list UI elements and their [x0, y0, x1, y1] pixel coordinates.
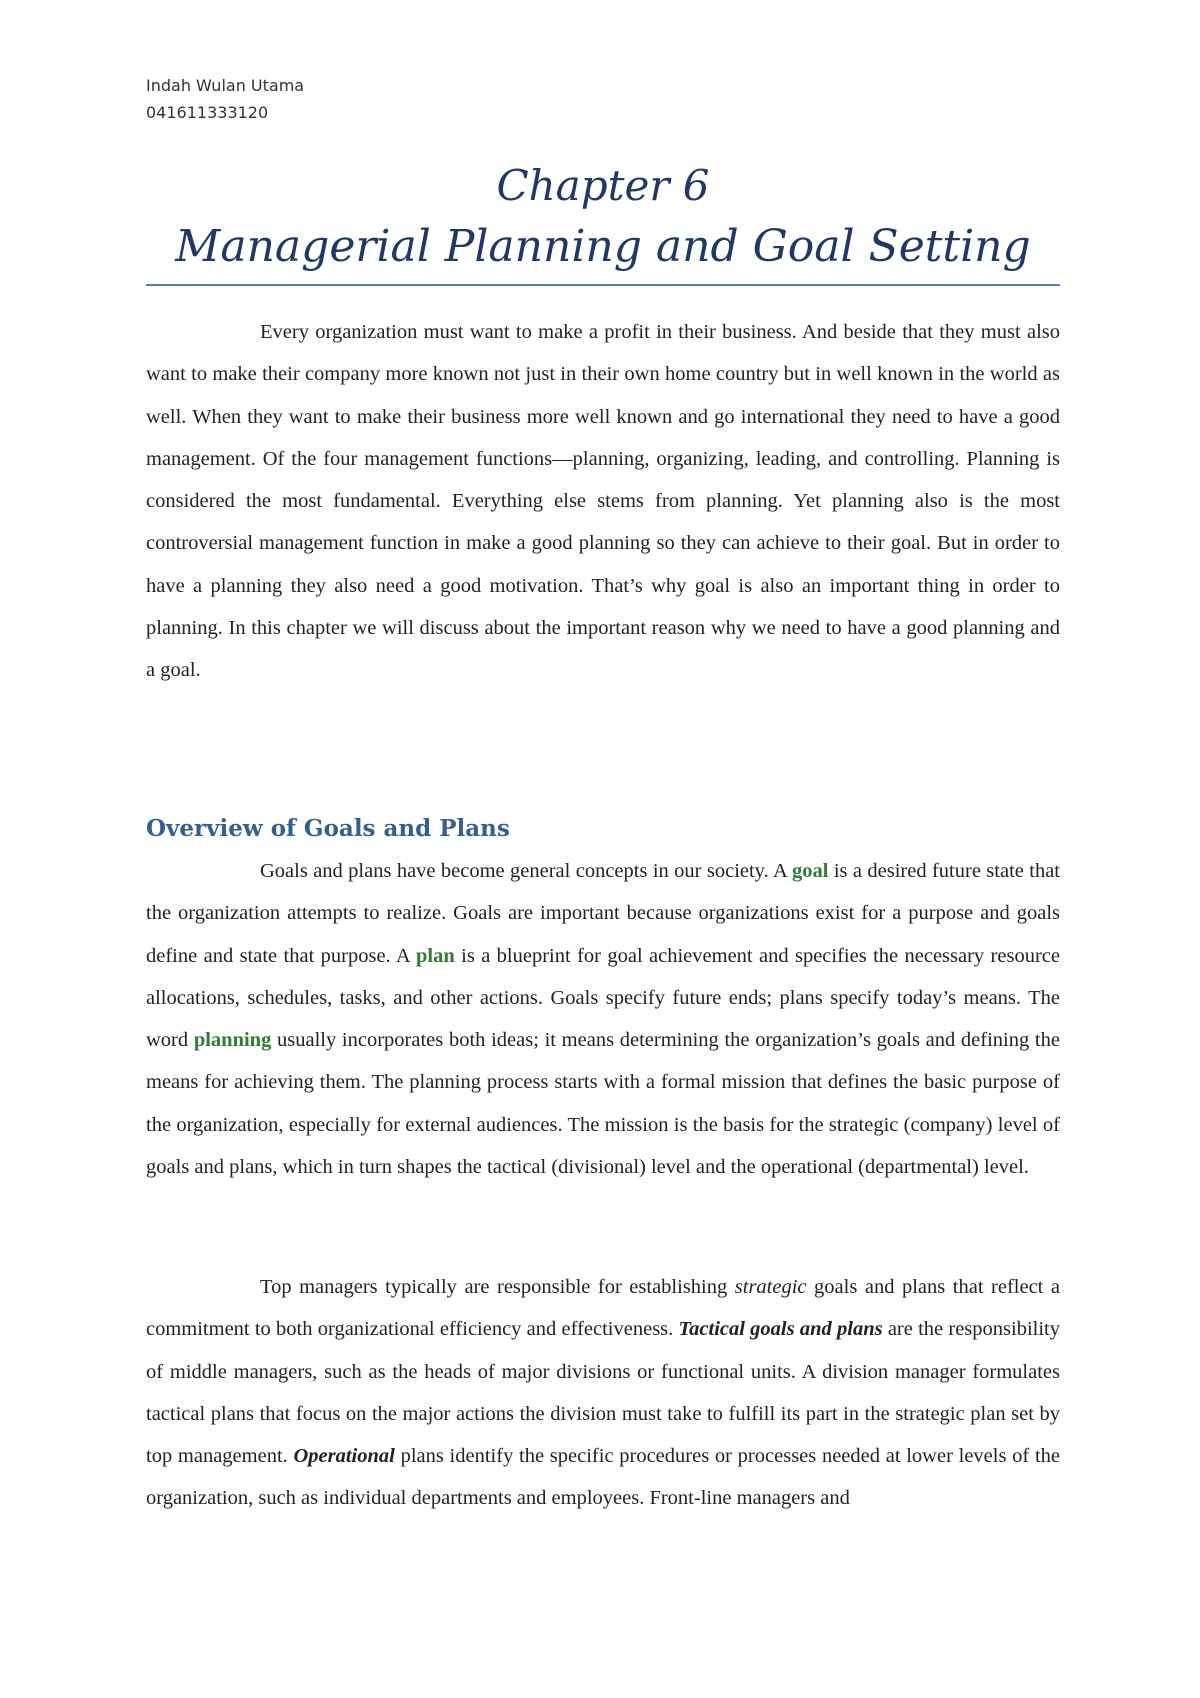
author-name: Indah Wulan Utama [146, 76, 305, 95]
keyword-strategic: strategic [734, 1276, 807, 1298]
text-span: is a desired future state that the organization attempts to realize. Goals are important because organizations exist for a purpose and goals define and state that purpose. A [146, 860, 1060, 967]
section-heading: Overview of Goals and Plans [146, 815, 510, 842]
author-block [146, 72, 304, 126]
text-span: is a blueprint for goal achievement and specifies the necessary resource allocations, schedules, tasks, and other actions. Goals specify future ends; plans specify today’s means. The word [146, 944, 1060, 1052]
student-id: 041611333120 [146, 103, 269, 122]
keyword-planning: planning [193, 1029, 272, 1052]
title-underline-rule [146, 284, 1060, 286]
chapter-name: Managerial Planning and Goal Setting [175, 221, 1031, 272]
keyword-operational: Operational [293, 1445, 395, 1468]
levels-paragraph [146, 1266, 1060, 1520]
text-span: usually incorporates both ideas; it means determining the organization’s goals and defining the means for achieving them. The planning process starts with a formal mission that defines the basic purpose of the organization, especially for external audiences. The mission is the basis for the strategic (company) level of goals and plans, which in turn shapes the tactical (divisional) level and the operational (departmental) level. [146, 1029, 1060, 1179]
text-span: goals and plans that reflect a commitment to both organizational efficiency and effectiveness. [146, 1276, 1060, 1341]
intro-paragraph: Every organization must want to make a profit in their business. And beside that they must also want to make their company more known not just in their own home country but in well known in the world as well. When they want to make their business more well known and go international they need to have a good management. Of the four management functions—planning, organizing, leading, and controlling. Planning is considered the most fundamental. Everything else stems from planning. Yet planning also is the most controversial management function in make a good planning so they can achieve to their goal. But in order to have a planning they also need a good motivation. That’s why goal is also an important thing in order to planning. In this chapter we will discuss about the important reason why we need to have a good planning and a goal. [146, 321, 1060, 682]
text-span: are the responsibility of middle managers, such as the heads of major divisions or functional units. A division manager formulates tactical plans that focus on the major actions the division must take to fulfill its part in the strategic plan set by top management. [146, 1318, 1060, 1468]
keyword-goal: goal [792, 860, 829, 882]
keyword-plan: plan [416, 944, 455, 967]
text-span: plans identify the specific procedures or processes needed at lower levels of the organization, such as individual departments and employees. Front-line managers and [146, 1445, 1060, 1510]
chapter-title [146, 156, 1060, 278]
keyword-tactical: Tactical goals and plans [678, 1318, 883, 1341]
text-span: Top managers typically are responsible for establishing [260, 1276, 735, 1298]
chapter-number: Chapter 6 [496, 161, 710, 210]
goals-plans-paragraph [146, 850, 1060, 1188]
text-span: Goals and plans have become general concepts in our society. A [260, 860, 793, 882]
